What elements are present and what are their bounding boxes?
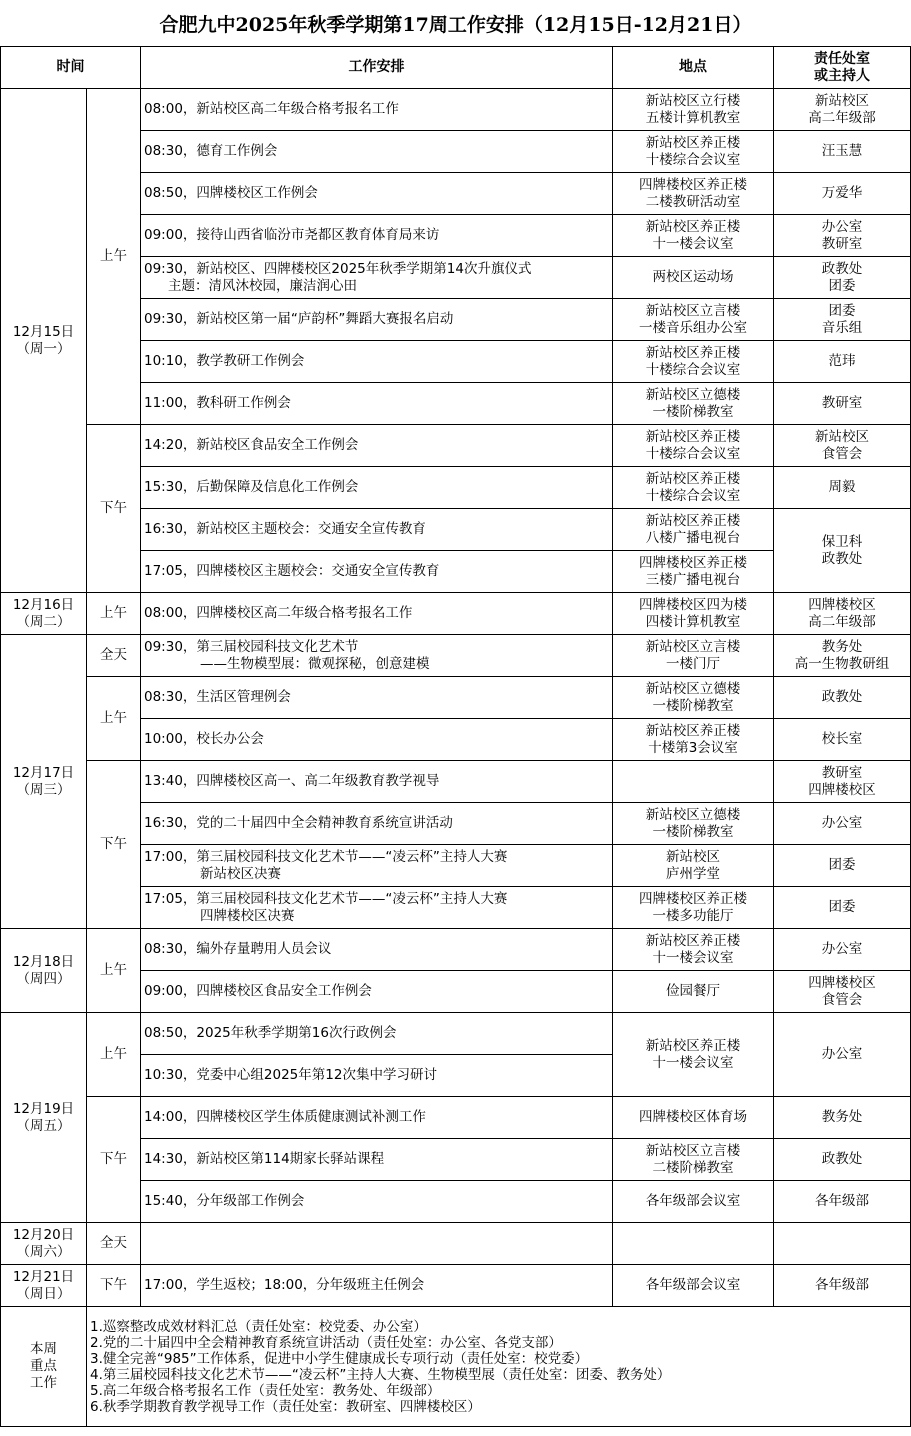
work-text: 17:05，四牌楼校区主题校会：交通安全宣传教育 — [144, 563, 440, 579]
page-title: 合肥九中2025年秋季学期第17周工作安排（12月15日-12月21日） — [159, 13, 752, 36]
responsible-cell: 万爱华 — [774, 173, 911, 215]
place-cell — [613, 299, 774, 341]
place-line: 十楼综合会议室 — [645, 361, 741, 378]
place-cell — [613, 761, 774, 803]
work-cell — [141, 341, 613, 383]
place-line: 四牌楼校区养正楼 — [639, 554, 747, 571]
day-cell — [1, 1265, 87, 1307]
responsible-line: 高二年级部 — [808, 109, 876, 126]
place-cell — [613, 1223, 774, 1265]
key-work-item: 3.健全完善“985”工作体系，促进中小学生健康成长专项行动（责任处室：校党委） — [90, 1350, 589, 1367]
table-row — [1, 1097, 911, 1139]
work-cell — [141, 383, 613, 425]
place-line: 十一楼会议室 — [652, 949, 734, 966]
day-weekday: （周一） — [16, 340, 71, 357]
header-responsible — [774, 47, 911, 89]
work-cell — [141, 719, 613, 761]
responsible-line: 政教处 — [821, 260, 863, 277]
responsible-cell: 团委 — [774, 845, 911, 887]
responsible-cell: 校长室 — [774, 719, 911, 761]
place-line: 十楼第3会议室 — [648, 739, 738, 756]
day-date: 12月21日 — [12, 1268, 75, 1285]
responsible-cell: 团委 — [774, 887, 911, 929]
responsible-cell — [774, 89, 911, 131]
work-text: 09:00，四牌楼校区食品安全工作例会 — [144, 983, 372, 999]
responsible-line: 四牌楼校区 — [808, 974, 876, 991]
place-line: 新站校区养正楼 — [645, 722, 741, 739]
responsible-line: 四牌楼校区 — [808, 596, 876, 613]
period-cell: 下午 — [87, 761, 141, 929]
work-subtext: 四牌楼校区决赛 — [200, 907, 295, 924]
responsible-cell — [774, 635, 911, 677]
work-text: 08:50，2025年秋季学期第16次行政例会 — [144, 1025, 397, 1041]
work-text: 09:30，新站校区第一届“庐韵杯”舞蹈大赛报名启动 — [144, 311, 454, 327]
work-text: 10:30，党委中心组2025年第12次集中学习研讨 — [144, 1067, 437, 1083]
header-responsible-line2: 或主持人 — [814, 67, 870, 84]
place-line: 十楼综合会议室 — [645, 151, 741, 168]
responsible-line: 音乐组 — [821, 319, 863, 336]
responsible-line: 教务处 — [821, 638, 863, 655]
place-line: 四牌楼校区养正楼 — [639, 890, 747, 907]
header-responsible-line1: 责任处室 — [814, 50, 870, 67]
work-text: 16:30，新站校区主题校会：交通安全宣传教育 — [144, 521, 426, 537]
work-cell — [141, 1181, 613, 1223]
key-work-item: 1.巡察整改成效材料汇总（责任处室：校党委、办公室） — [90, 1318, 427, 1335]
place-cell — [613, 467, 774, 509]
table-row — [1, 1013, 911, 1055]
work-cell — [141, 1055, 613, 1097]
place-cell: 俭园餐厅 — [613, 971, 774, 1013]
place-cell: 各年级部会议室 — [613, 1265, 774, 1307]
place-line: 新站校区立言楼 — [645, 302, 741, 319]
schedule-table — [0, 46, 911, 1427]
place-cell — [613, 887, 774, 929]
work-cell — [141, 173, 613, 215]
work-cell — [141, 89, 613, 131]
work-cell — [141, 551, 613, 593]
place-line: 一楼音乐组办公室 — [639, 319, 747, 336]
key-work-label-char: 本 — [30, 1341, 44, 1357]
place-cell — [613, 929, 774, 971]
place-line: 五楼计算机教室 — [645, 109, 741, 126]
work-text: 08:00，四牌楼校区高二年级合格考报名工作 — [144, 605, 413, 621]
place-line: 四楼计算机教室 — [645, 613, 741, 630]
period-cell: 下午 — [87, 1097, 141, 1223]
work-cell — [141, 971, 613, 1013]
work-cell — [141, 1097, 613, 1139]
period-cell: 上午 — [87, 89, 141, 425]
responsible-cell — [774, 215, 911, 257]
work-subtext: ——生物模型展：微观探秘，创意建模 — [200, 655, 430, 672]
place-line: 新站校区养正楼 — [645, 428, 741, 445]
responsible-cell — [774, 971, 911, 1013]
work-cell — [141, 1265, 613, 1307]
day-date: 12月18日 — [12, 953, 75, 970]
key-work-row — [1, 1307, 911, 1427]
table-row — [1, 635, 911, 677]
work-text: 08:30，编外存量聘用人员会议 — [144, 941, 332, 957]
work-cell — [141, 215, 613, 257]
place-cell: 两校区运动场 — [613, 257, 774, 299]
place-line: 一楼阶梯教室 — [652, 823, 734, 840]
responsible-cell — [774, 761, 911, 803]
work-text: 14:00，四牌楼校区学生体质健康测试补测工作 — [144, 1109, 426, 1125]
place-cell — [613, 131, 774, 173]
day-cell — [1, 89, 87, 593]
day-cell — [1, 929, 87, 1013]
work-cell — [141, 803, 613, 845]
work-cell — [141, 761, 613, 803]
responsible-cell — [774, 257, 911, 299]
key-work-item: 5.高二年级合格考报名工作（责任处室：教务处、年级部） — [90, 1382, 441, 1399]
responsible-cell: 政教处 — [774, 677, 911, 719]
responsible-line: 高一生物教研组 — [794, 655, 890, 672]
place-cell: 各年级部会议室 — [613, 1181, 774, 1223]
place-cell: 四牌楼校区体育场 — [613, 1097, 774, 1139]
place-line: 四牌楼校区四为楼 — [639, 596, 747, 613]
place-line: 新站校区立德楼 — [645, 386, 741, 403]
work-cell — [141, 929, 613, 971]
work-text: 14:30，新站校区第114期家长驿站课程 — [144, 1151, 385, 1167]
responsible-line: 政教处 — [821, 550, 863, 567]
work-text: 13:40，四牌楼校区高一、高二年级教育教学视导 — [144, 773, 440, 789]
work-cell — [141, 467, 613, 509]
place-line: 新站校区 — [666, 848, 720, 865]
day-weekday: （周二） — [16, 613, 71, 630]
work-text: 10:00，校长办公会 — [144, 731, 264, 747]
responsible-line: 保卫科 — [821, 533, 863, 550]
responsible-cell: 范玮 — [774, 341, 911, 383]
work-text: 14:20，新站校区食品安全工作例会 — [144, 437, 359, 453]
key-work-label-char: 重 — [30, 1358, 44, 1374]
responsible-cell: 各年级部 — [774, 1265, 911, 1307]
place-line: 新站校区立言楼 — [645, 638, 741, 655]
place-line: 十楼综合会议室 — [645, 487, 741, 504]
work-cell — [141, 677, 613, 719]
place-cell — [613, 803, 774, 845]
key-work-label-char: 点 — [43, 1358, 57, 1374]
place-cell — [613, 341, 774, 383]
responsible-line: 教研室 — [821, 235, 863, 252]
place-line: 新站校区养正楼 — [645, 218, 741, 235]
table-row — [1, 89, 911, 131]
work-cell — [141, 887, 613, 929]
work-cell — [141, 131, 613, 173]
responsible-cell — [774, 299, 911, 341]
work-cell — [141, 425, 613, 467]
place-cell — [613, 1013, 774, 1097]
work-text: 09:30，新站校区、四牌楼校区2025年秋季学期第14次升旗仪式 — [144, 260, 532, 277]
table-row — [1, 677, 911, 719]
responsible-line: 四牌楼校区 — [808, 781, 876, 798]
responsible-cell: 汪玉慧 — [774, 131, 911, 173]
key-work-list — [87, 1307, 911, 1427]
day-cell — [1, 1223, 87, 1265]
period-cell: 全天 — [87, 635, 141, 677]
responsible-cell — [774, 425, 911, 467]
period-cell: 全天 — [87, 1223, 141, 1265]
work-text: 16:30，党的二十届四中全会精神教育系统宣讲活动 — [144, 815, 453, 831]
key-work-label-char: 作 — [43, 1375, 57, 1391]
place-cell — [613, 719, 774, 761]
responsible-line: 新站校区 — [815, 428, 869, 445]
period-cell: 下午 — [87, 1265, 141, 1307]
responsible-line: 团委 — [828, 302, 856, 319]
work-cell — [141, 299, 613, 341]
responsible-cell: 教研室 — [774, 383, 911, 425]
place-line: 一楼阶梯教室 — [652, 697, 734, 714]
key-work-label-char: 工 — [30, 1375, 44, 1391]
responsible-line: 食管会 — [821, 445, 863, 462]
responsible-cell: 办公室 — [774, 803, 911, 845]
day-weekday: （周四） — [16, 970, 71, 987]
day-weekday: （周三） — [16, 781, 71, 798]
responsible-line: 食管会 — [821, 991, 863, 1008]
work-text: 08:30，德育工作例会 — [144, 143, 278, 159]
place-cell — [613, 383, 774, 425]
period-cell: 下午 — [87, 425, 141, 593]
day-date: 12月16日 — [12, 596, 75, 613]
period-cell: 上午 — [87, 929, 141, 1013]
responsible-line: 团委 — [828, 277, 856, 294]
work-text: 15:30，后勤保障及信息化工作例会 — [144, 479, 359, 495]
period-cell: 上午 — [87, 1013, 141, 1097]
responsible-cell: 周毅 — [774, 467, 911, 509]
table-header-row — [1, 47, 911, 89]
work-text: 09:00，接待山西省临汾市尧都区教育体育局来访 — [144, 227, 440, 243]
table-row — [1, 1265, 911, 1307]
work-text: 17:05，第三届校园科技文化艺术节——“凌云杯”主持人大赛 — [144, 890, 508, 907]
place-line: 新站校区立言楼 — [645, 1142, 741, 1159]
key-work-item: 4.第三届校园科技文化艺术节——“凌云杯”主持人大赛、生物模型展（责任处室：团委、教务处） — [90, 1366, 671, 1383]
work-cell — [141, 845, 613, 887]
work-text: 10:10，教学教研工作例会 — [144, 353, 305, 369]
place-line: 一楼多功能厅 — [652, 907, 734, 924]
place-line: 一楼阶梯教室 — [652, 403, 734, 420]
work-subtext: 新站校区决赛 — [200, 865, 281, 882]
work-text: 17:00，学生返校；18:00，分年级班主任例会 — [144, 1277, 425, 1293]
place-line: 新站校区养正楼 — [645, 512, 741, 529]
place-line: 四牌楼校区养正楼 — [639, 176, 747, 193]
header-work: 工作安排 — [141, 47, 613, 89]
place-line: 三楼广播电视台 — [645, 571, 741, 588]
place-line: 十楼综合会议室 — [645, 445, 741, 462]
responsible-cell: 办公室 — [774, 929, 911, 971]
place-cell — [613, 677, 774, 719]
place-cell — [613, 1139, 774, 1181]
place-line: 一楼门厅 — [666, 655, 720, 672]
work-cell — [141, 1013, 613, 1055]
place-line: 新站校区立德楼 — [645, 680, 741, 697]
place-cell — [613, 173, 774, 215]
place-line: 二楼阶梯教室 — [652, 1159, 734, 1176]
place-line: 新站校区养正楼 — [645, 470, 741, 487]
responsible-line: 高二年级部 — [808, 613, 876, 630]
day-weekday: （周五） — [16, 1117, 71, 1134]
place-cell — [613, 89, 774, 131]
work-text: 08:50，四牌楼校区工作例会 — [144, 185, 318, 201]
day-cell — [1, 635, 87, 929]
place-cell — [613, 425, 774, 467]
place-line: 新站校区养正楼 — [645, 134, 741, 151]
responsible-cell — [774, 593, 911, 635]
place-line: 新站校区养正楼 — [645, 932, 741, 949]
place-cell — [613, 509, 774, 551]
responsible-cell: 办公室 — [774, 1013, 911, 1097]
responsible-line: 办公室 — [821, 218, 863, 235]
work-subtext: 主题：清风沐校园，廉洁润心田 — [168, 277, 357, 294]
place-line: 新站校区养正楼 — [645, 344, 741, 361]
place-line: 十一楼会议室 — [652, 1054, 734, 1071]
key-work-item: 2.党的二十届四中全会精神教育系统宣讲活动（责任处室：办公室、各党支部） — [90, 1334, 562, 1351]
table-row — [1, 1223, 911, 1265]
work-text: 08:30，生活区管理例会 — [144, 689, 291, 705]
table-row — [1, 593, 911, 635]
work-text: 17:00，第三届校园科技文化艺术节——“凌云杯”主持人大赛 — [144, 848, 508, 865]
work-text: 09:30，第三届校园科技文化艺术节 — [144, 638, 359, 655]
place-line: 十一楼会议室 — [652, 235, 734, 252]
table-row — [1, 929, 911, 971]
header-place: 地点 — [613, 47, 774, 89]
place-line: 二楼教研活动室 — [645, 193, 741, 210]
responsible-cell — [774, 509, 911, 593]
period-cell: 上午 — [87, 677, 141, 761]
place-cell — [613, 635, 774, 677]
key-work-label — [1, 1307, 87, 1427]
day-weekday: （周日） — [16, 1285, 71, 1302]
day-cell — [1, 1013, 87, 1223]
place-cell — [613, 215, 774, 257]
place-cell — [613, 593, 774, 635]
day-date: 12月15日 — [12, 323, 75, 340]
work-cell — [141, 593, 613, 635]
responsible-cell: 政教处 — [774, 1139, 911, 1181]
responsible-cell: 各年级部 — [774, 1181, 911, 1223]
work-cell — [141, 509, 613, 551]
table-row — [1, 425, 911, 467]
responsible-line: 教研室 — [821, 764, 863, 781]
header-time: 时间 — [1, 47, 141, 89]
work-cell — [141, 257, 613, 299]
responsible-cell — [774, 1223, 911, 1265]
place-line: 八楼广播电视台 — [645, 529, 741, 546]
work-text: 08:00，新站校区高二年级合格考报名工作 — [144, 101, 399, 117]
responsible-line: 新站校区 — [815, 92, 869, 109]
day-date: 12月17日 — [12, 764, 75, 781]
work-text: 11:00，教科研工作例会 — [144, 395, 291, 411]
work-text: 15:40，分年级部工作例会 — [144, 1193, 305, 1209]
key-work-label-char: 周 — [43, 1341, 57, 1357]
work-cell — [141, 1139, 613, 1181]
place-line: 新站校区养正楼 — [645, 1037, 741, 1054]
work-cell — [141, 1223, 613, 1265]
place-line: 庐州学堂 — [666, 865, 720, 882]
day-cell — [1, 593, 87, 635]
place-cell — [613, 845, 774, 887]
key-work-item: 6.秋季学期教育教学视导工作（责任处室：教研室、四牌楼校区） — [90, 1398, 481, 1415]
place-line: 新站校区立行楼 — [645, 92, 741, 109]
work-cell — [141, 635, 613, 677]
period-cell: 上午 — [87, 593, 141, 635]
day-date: 12月19日 — [12, 1100, 75, 1117]
place-line: 新站校区立德楼 — [645, 806, 741, 823]
table-row — [1, 761, 911, 803]
day-date: 12月20日 — [12, 1226, 75, 1243]
day-weekday: （周六） — [16, 1243, 71, 1260]
place-cell — [613, 551, 774, 593]
responsible-cell: 教务处 — [774, 1097, 911, 1139]
